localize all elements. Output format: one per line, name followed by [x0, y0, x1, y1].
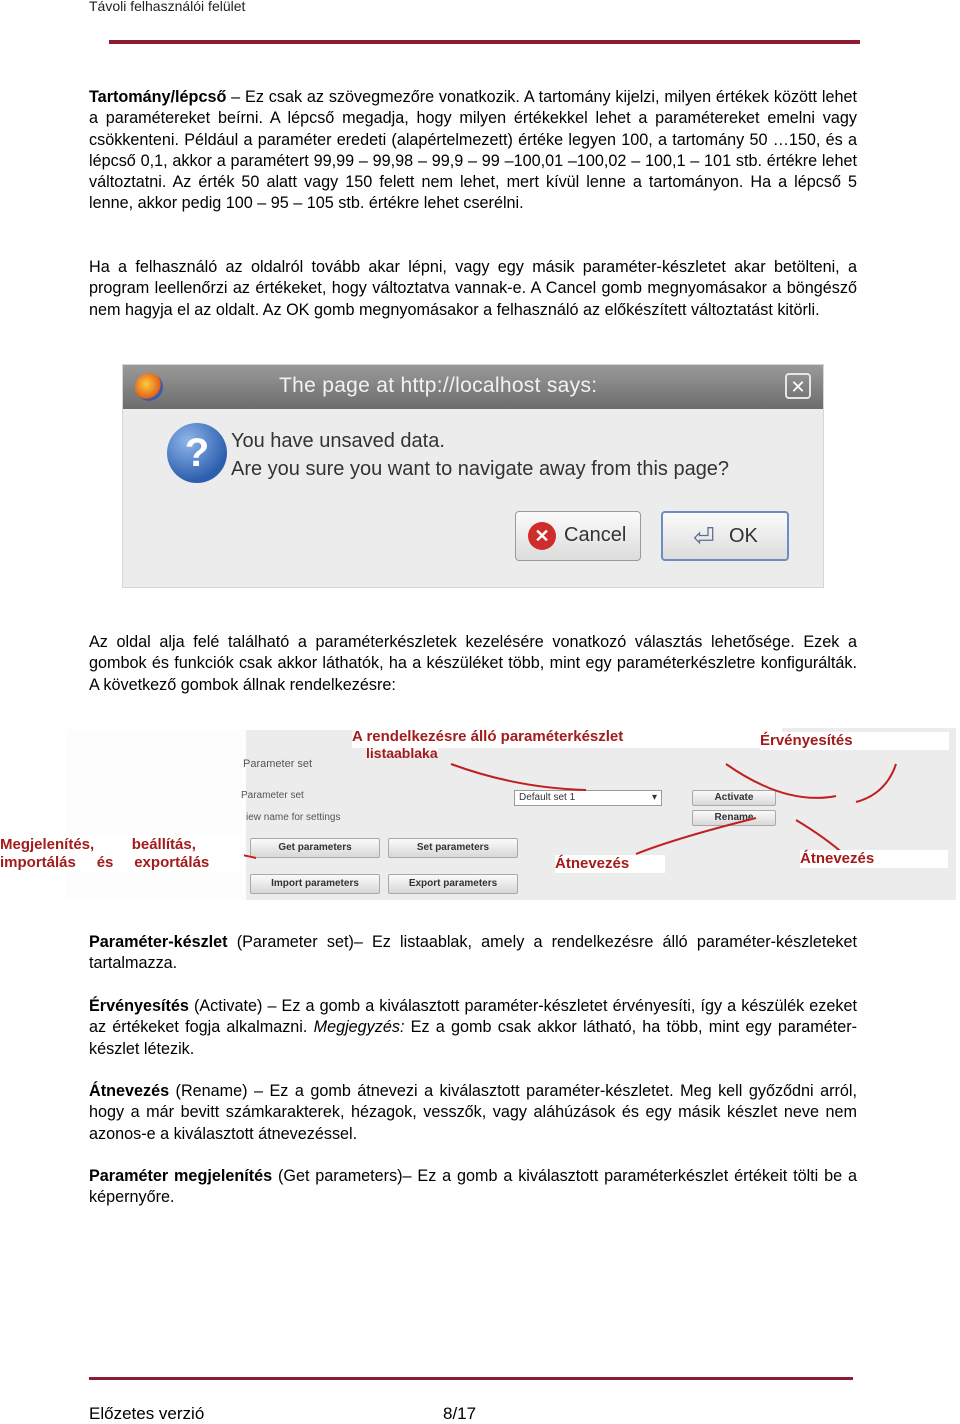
paragraph-text: Ez a gomb csak akkor látható, ha több, mint egy paraméter-készlet létezik.	[89, 1018, 857, 1058]
annotation-get-set-import-export: Megjelenítés, beállítás, importálás és exportálás	[0, 836, 244, 872]
paragraph-activate	[89, 996, 857, 1060]
term-rename: Átnevezés	[89, 1082, 170, 1100]
parameter-set-screenshot	[0, 728, 958, 900]
firefox-icon	[135, 373, 163, 401]
close-icon[interactable]: ✕	[785, 373, 811, 399]
term-activate: Érvényesítés	[89, 997, 189, 1015]
term-range-step: Tartomány/lépcső	[89, 88, 227, 106]
export-parameters-button[interactable]: Export parameters	[388, 874, 518, 894]
note-label: Megjegyzés:	[313, 1018, 405, 1037]
paragraph-range-step	[89, 87, 857, 215]
annotation-rename-1: Átnevezés	[555, 855, 665, 873]
annotation-list-window-cut	[366, 746, 438, 752]
running-header: Távoli felhasználói felület	[89, 0, 246, 14]
annotation-activate: Érvényesítés	[760, 732, 949, 750]
dialog-message-line1: You have unsaved data.	[231, 430, 445, 452]
parameter-set-heading: Parameter set	[243, 758, 313, 770]
dialog-titlebar	[123, 365, 823, 409]
import-parameters-button[interactable]: Import parameters	[250, 874, 380, 894]
annotation-rename-2: Átnevezés	[800, 850, 948, 868]
dialog-message-line2: Are you sure you want to navigate away from this page?	[231, 458, 730, 480]
cancel-button[interactable]	[515, 511, 641, 561]
parameter-set-select[interactable]: Default set 1 ▾	[514, 790, 662, 806]
term-parameter-set: Paraméter-készlet	[89, 933, 228, 951]
view-name-label: iew name for settings	[246, 812, 341, 823]
chevron-down-icon: ▾	[651, 792, 657, 803]
paragraph-text: (Get parameters)– Ez a gomb a kiválasztott paraméterkészlet értékeit tölti be a képernyőre.	[89, 1167, 857, 1207]
set-parameters-button[interactable]: Set parameters	[388, 838, 518, 858]
get-parameters-button[interactable]: Get parameters	[250, 838, 380, 858]
ok-button[interactable]	[661, 511, 789, 561]
question-icon: ?	[167, 423, 227, 483]
paragraph-rename	[89, 1081, 857, 1145]
cancel-icon: ✕	[528, 522, 556, 550]
paragraph-text: (Rename) – Ez a gomb átnevezi a kiválasztott paraméter-készletet. Meg kell győződni arról, hogy a már bevitt számkarakterek, hézagok, vesszők, vagy aláhúzások és egy másik készlet neve nem azonos-e a kiválasztott átnevezéssel.	[89, 1082, 857, 1143]
rename-button[interactable]: Rename	[692, 810, 776, 826]
confirm-dialog-screenshot	[122, 364, 824, 588]
dialog-title: The page at http://localhost says:	[279, 374, 598, 397]
header-rule	[109, 40, 860, 44]
cancel-label: Cancel	[564, 524, 627, 546]
dialog-message	[231, 427, 729, 483]
page-number: 8/17	[443, 1404, 477, 1423]
paragraph-get-parameters	[89, 1166, 857, 1209]
paragraph-parameter-set	[89, 932, 857, 975]
ok-label: OK	[729, 525, 758, 547]
paragraph-text: – Ez csak az szövegmezőre vonatkozik. A tartomány kijelzi, milyen értékek között lehet a paramétereket beírni. A lépcső megadja, hogy milyen értékekkel lehet a paramétereket emelni vagy csökkenteni. Például a paraméter eredeti (alapértelmezett) értéke legyen 100, a tartomány 50 …150, és a lépcső 0,1, akkor a paramétert 99,99 – 99,98 – 99,9 – 99 –100,01 –100,02 – 100,1 – 101 stb. értékre lehet változtatni. Az érték 50 alatt vagy 150 felett nem lehet, mert kívül lenne a tartományon. Ha a lépcső 5 lenne, akkor pedig 100 – 95 – 105 stb. értékre lehet cserélni.	[89, 88, 857, 213]
paragraph-text: (Parameter set)– Ez listaablak, amely a rendelkezésre álló paraméter-készleteket tartalmazza.	[89, 933, 857, 973]
activate-button[interactable]: Activate	[692, 790, 776, 806]
paragraph-leave-page	[89, 257, 857, 321]
return-arrow-icon: ⏎	[693, 522, 715, 552]
footer-version: Előzetes verzió	[89, 1404, 205, 1423]
paragraph-parameter-sets	[89, 632, 857, 696]
term-get-parameters: Paraméter megjelenítés	[89, 1167, 273, 1185]
paragraph-text: Ha a felhasználó az oldalról tovább akar lépni, vagy egy másik paraméter-készletet akar betölteni, a program leellenőrzi az értékeket, hogy változtatva vannak-e. A Cancel gomb megnyomásakor a böngésző nem hagyja el az oldalt. Az OK gomb megnyomásakor a felhasználó az előkészített változtatást kitörli.	[89, 258, 857, 319]
paragraph-text: Az oldal alja felé található a paraméterkészletek kezelésére vonatkozó választás lehetősége. Ezek a gombok és funkciók csak akkor láthatók, ha a készüléket több, mint egy paraméterkészletre konfigurálták. A következő gombok állnak rendelkezésre:	[89, 633, 857, 694]
parameter-set-row-label: Parameter set	[241, 790, 304, 801]
paragraph-text: (Activate) – Ez a gomb a kiválasztott paraméter-készletet érvényesíti, így a készülék ezeket az értékeket fogja alkalmazni.	[89, 997, 857, 1037]
annotation-list-window: A rendelkezésre álló paraméterkészlet	[352, 728, 782, 748]
footer-rule	[89, 1377, 853, 1380]
annotation-arrows	[66, 728, 958, 900]
